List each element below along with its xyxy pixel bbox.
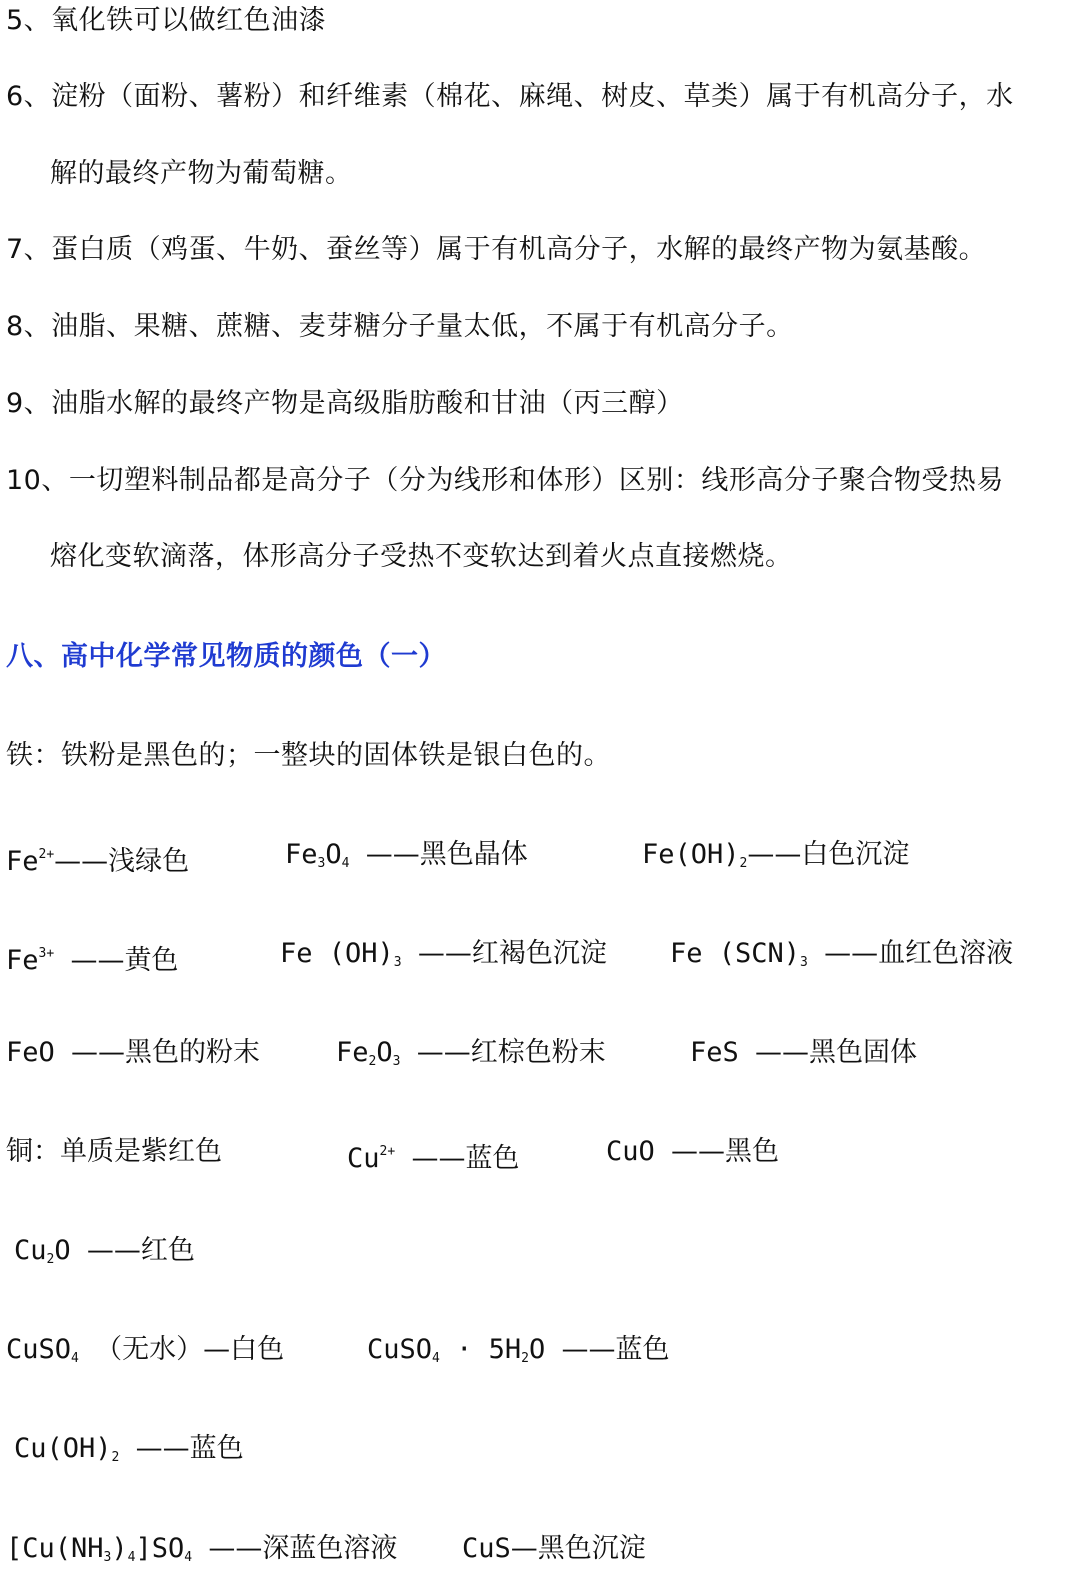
cus-entry: CuS—黑色沉淀: [462, 1533, 646, 1564]
text-line-6-cont: 解的最终产物为葡萄糖。: [50, 158, 353, 189]
cu-nh3-4-so4-color: ——深蓝色溶液: [208, 1533, 398, 1564]
fe3-color: ——黄色: [70, 945, 179, 976]
cuso4-color: （无水）—白色: [95, 1334, 285, 1365]
fe2-color: ——浅绿色: [54, 846, 190, 877]
cu2o-entry: $Cu_2O$ ——红色: [14, 1235, 195, 1267]
copper-intro-entry: [6, 1135, 222, 1169]
feoh2-entry: $Fe(OH)_2——$白色沉淀: [642, 839, 910, 871]
cu-nh3-4-so4-entry: $[Cu(NH_3)_4]SO_4$ ——深蓝色溶液: [6, 1533, 398, 1565]
feoh3-color: ——红褐色沉淀: [417, 938, 607, 969]
feoh2-color: ——白色沉淀: [747, 839, 910, 870]
fescn3-entry: Fe $(SCN)_3$ ——血红色溶液: [670, 938, 1014, 970]
cus-color: —黑色沉淀: [510, 1533, 646, 1564]
fe3-entry: $Fe^{3+}$ ——黄色: [6, 945, 179, 976]
cuso4-5h2o-entry: CuSO$_4$ · $5H_2O$ ——蓝色: [367, 1334, 670, 1366]
text-line-10-cont: 熔化变软滴落，体形高分子受热不变软达到着火点直接燃烧。: [50, 541, 793, 572]
cu2-entry: $Cu^{2+}$ ——蓝色: [347, 1143, 520, 1174]
cuoh2-color: ——蓝色: [135, 1433, 244, 1464]
cuso4-entry: CuSO$_4$ （无水）—白色: [6, 1334, 285, 1366]
text-line-5: 5、氧化铁可以做红色油漆: [6, 5, 327, 36]
fe2o3-entry: $Fe_2O_3$ ——红棕色粉末: [336, 1037, 606, 1069]
text-line-7: 7、蛋白质（鸡蛋、牛奶、蚕丝等）属于有机高分子，水解的最终产物为氨基酸。: [6, 234, 987, 265]
feo-entry: FeO ——黑色的粉末: [6, 1037, 261, 1068]
cuo-color: ——黑色: [671, 1136, 780, 1167]
fe2o3-color: ——红棕色粉末: [416, 1037, 606, 1068]
cu2o-color: ——红色: [86, 1235, 195, 1266]
fe3o4-color: ——黑色晶体: [365, 839, 528, 870]
section-heading: 八、高中化学常见物质的颜色（一）: [6, 641, 446, 672]
copper-intro: 铜：单质是紫红色: [6, 1136, 222, 1167]
fescn3-color: ——血红色溶液: [824, 938, 1014, 969]
cuo-entry: CuO ——黑色: [606, 1136, 780, 1167]
text-line-8: 8、油脂、果糖、蔗糖、麦芽糖分子量太低，不属于有机高分子。: [6, 311, 794, 342]
text-line-9: 9、油脂水解的最终产物是高级脂肪酸和甘油（丙三醇）: [6, 388, 684, 419]
cuoh2-entry: $Cu(OH)_2$ ——蓝色: [14, 1433, 244, 1465]
fes-color: ——黑色固体: [755, 1037, 918, 1068]
text-line-10: 10、一切塑料制品都是高分子（分为线形和体形）区别：线形高分子聚合物受热易: [6, 465, 1004, 496]
cuso4-5h2o-color: ——蓝色: [561, 1334, 670, 1365]
fe3o4-entry: $Fe_3O_4$ ——黑色晶体: [285, 839, 528, 871]
fe2-entry: $Fe^{2+}——$浅绿色: [6, 846, 190, 877]
feo-color: ——黑色的粉末: [71, 1037, 261, 1068]
feoh3-entry: Fe $(OH)_3$ ——红褐色沉淀: [280, 938, 607, 970]
iron-intro: 铁：铁粉是黑色的；一整块的固体铁是银白色的。: [6, 740, 611, 771]
fes-entry: FeS ——黑色固体: [690, 1037, 918, 1068]
text-line-6: 6、淀粉（面粉、薯粉）和纤维素（棉花、麻绳、树皮、草类）属于有机高分子，水: [6, 81, 1014, 112]
cu2-color: ——蓝色: [411, 1143, 520, 1174]
